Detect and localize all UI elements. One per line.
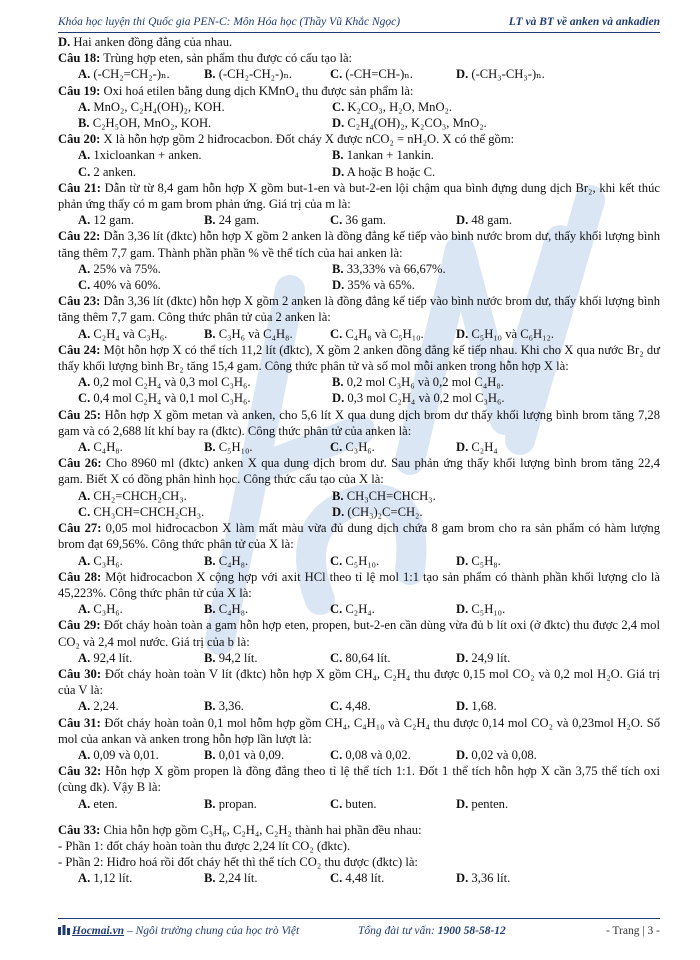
option-label: C. [330, 747, 343, 762]
question-number: Câu 32: [58, 764, 102, 779]
answer-option [78, 66, 204, 82]
option-text: C₄H₈ và C₅H₁₀. [342, 326, 424, 341]
option-text: penten. [468, 796, 509, 811]
answer-options [58, 698, 660, 714]
answer-option [204, 326, 330, 342]
option-text: 3,36 lít. [468, 871, 511, 886]
option-label: A. [78, 602, 91, 617]
answer-option [78, 439, 204, 455]
answer-option [78, 601, 204, 617]
question-number: Câu 30: [58, 666, 102, 681]
answer-option [78, 698, 204, 714]
question-number: Câu 28: [58, 569, 102, 584]
footer-site-link[interactable]: Hocmai.vn [72, 925, 125, 937]
option-label: D. [456, 747, 469, 762]
option-label: C. [330, 699, 343, 714]
option-label: B. [204, 871, 216, 886]
option-text: 0,2 mol C₃H₆ và 0,2 mol C₄H₈. [343, 375, 504, 390]
question-stem [58, 822, 660, 838]
answer-option [456, 870, 582, 886]
option-label: C. [78, 391, 91, 406]
answer-option [78, 870, 204, 886]
answer-option [456, 650, 582, 666]
option-label: C. [332, 99, 345, 114]
page-footer [58, 918, 660, 945]
option-text: 33,33% và 66,67%. [343, 261, 446, 276]
option-text: CH₂=CHCH₂CH₃. [90, 488, 187, 503]
question-text: Một hỗn hợp X có thể tích 11,2 lít (đktc), X gồm 2 anken đồng đẳng kế tiếp nhau. Khi cho X qua nước Br₂ dư thấy khối lượng bình Br₂ tăng 15,4 gam. Công thức phân tử và số mol mỗi anken trong hỗn hợp X là: [58, 342, 660, 374]
option-label: A. [78, 213, 91, 228]
answer-option [330, 747, 456, 763]
answer-options [58, 66, 660, 82]
option-text: C₂H₄(OH)₂, K₂CO₃, MnO₂. [344, 116, 487, 131]
answer-option [330, 439, 456, 455]
option-text: CH₃CH=CHCH₃. [343, 488, 436, 503]
answer-option [330, 326, 456, 342]
option-label: C. [330, 650, 343, 665]
answer-option [204, 747, 330, 763]
answer-option [456, 326, 582, 342]
answer-option [332, 261, 586, 277]
question-stem [58, 50, 660, 66]
answer-option [456, 553, 582, 569]
option-label: A. [78, 67, 91, 82]
option-label: D. [456, 326, 469, 341]
option-label: D. [456, 796, 469, 811]
answer-option [78, 277, 332, 293]
answer-option [204, 601, 330, 617]
question-text: Cho 8960 ml (đktc) anken X qua dung dịch brom dư. Sau phản ứng thấy khối lượng bình brom tăng 22,4 gam. Biết X có đồng phân hình học. Công thức cấu tạo của X là: [58, 456, 660, 487]
course-title: Khóa học luyện thi Quốc gia PEN-C: Môn Hóa học (Thầy Vũ Khắc Ngọc) [58, 16, 401, 28]
option-label: B. [332, 375, 344, 390]
hotline-number: 1900 58-58-12 [437, 925, 506, 937]
answer-option [204, 870, 330, 886]
question-number: Câu 25: [58, 407, 101, 422]
question-subline: - Phần 1: đốt cháy hoàn toàn thu được 2,24 lít CO₂ (đktc). [58, 838, 351, 853]
option-text: 80,64 lít. [342, 650, 391, 665]
option-label: A. [78, 326, 91, 341]
option-text: 48 gam. [468, 213, 512, 228]
question-stem [58, 666, 660, 698]
answer-option [204, 650, 330, 666]
answer-options [58, 147, 660, 179]
question-stem [58, 455, 660, 487]
question-number: Câu 26: [58, 456, 102, 471]
option-text: 24 gam. [215, 213, 260, 228]
option-text: C₅H₁₀. [342, 553, 380, 568]
option-label: A. [78, 99, 91, 114]
option-text: 24,9 lít. [468, 650, 511, 665]
answer-option [456, 698, 582, 714]
option-label: A. [78, 261, 91, 276]
question-number: Câu 31: [58, 715, 101, 730]
footer-slogan: – Ngôi trường chung của học trò Việt [124, 925, 300, 937]
option-text: C₅H₁₀. [215, 440, 253, 455]
option-label: A. [78, 699, 91, 714]
answer-option [78, 747, 204, 763]
option-text: 4,48 lít. [342, 871, 385, 886]
option-text: C₅H₁₀ và C₆H₁₂. [468, 326, 555, 341]
option-label: C. [330, 602, 343, 617]
option-text: 94,2 lít. [215, 650, 258, 665]
option-text: 92,4 lít. [90, 650, 133, 665]
option-text: C₂H₄ và C₃H₆. [90, 326, 168, 341]
option-text: 35% và 65%. [344, 278, 415, 293]
answer-option [456, 66, 582, 82]
answer-option [456, 439, 582, 455]
answer-options [58, 747, 660, 763]
option-text: C₄H₈. [215, 602, 249, 617]
option-label: D. [456, 871, 469, 886]
option-label: A. [78, 375, 91, 390]
option-label: D. [332, 278, 345, 293]
option-text: 0,09 và 0,01. [90, 747, 159, 762]
answer-option [456, 601, 582, 617]
question-text: X là hỗn hợp gồm 2 hiđrocacbon. Đốt cháy X được nCO₂ = nH₂O. X có thể gồm: [100, 132, 515, 147]
option-label: D. [332, 391, 345, 406]
option-label: C. [330, 440, 343, 455]
option-text: C₃H₆. [90, 553, 123, 568]
question-stem [58, 520, 660, 552]
option-text: 1ankan + 1ankin. [343, 148, 434, 163]
option-text: C₂H₄. [342, 602, 375, 617]
option-text: (-CH₃-CH₃-)ₙ. [468, 67, 545, 82]
answer-option [330, 212, 456, 228]
question-stem [58, 715, 660, 747]
option-label: B. [204, 747, 216, 762]
question-stem [58, 407, 660, 439]
option-text: 1,68. [468, 699, 497, 714]
option-label: B. [204, 796, 216, 811]
answer-option [330, 553, 456, 569]
option-label: B. [204, 699, 216, 714]
option-label: A. [78, 871, 91, 886]
option-label: C. [330, 213, 343, 228]
answer-option [330, 796, 456, 812]
answer-options [58, 796, 660, 812]
hocmai-logo-icon [58, 925, 70, 935]
question-number: Câu 27: [58, 521, 102, 536]
option-text: C₄H₈. [90, 440, 123, 455]
answer-option [78, 164, 332, 180]
answer-option [330, 870, 456, 886]
option-text: (-CH₂=CH₂-)ₙ. [90, 67, 170, 82]
answer-option [78, 326, 204, 342]
answer-option [456, 212, 582, 228]
option-text: 0,2 mol C₂H₄ và 0,3 mol C₃H₆. [90, 375, 251, 390]
answer-option [332, 374, 586, 390]
question-stem [58, 228, 660, 260]
option-text: 2,24. [90, 699, 119, 714]
option-label: C. [330, 871, 343, 886]
option-label: B. [332, 148, 344, 163]
answer-option [332, 164, 586, 180]
option-text: A hoặc B hoặc C. [344, 164, 436, 179]
option-text: Hai anken đồng đẳng của nhau. [70, 35, 233, 49]
answer-options [58, 601, 660, 617]
option-label: B. [204, 650, 216, 665]
option-text: 3,36. [215, 699, 244, 714]
option-label: C. [330, 553, 343, 568]
answer-option [204, 66, 330, 82]
question-number: Câu 24: [58, 342, 101, 357]
option-label: C. [330, 326, 343, 341]
question-number: Câu 29: [58, 618, 101, 633]
answer-option [330, 698, 456, 714]
option-label: A. [78, 553, 91, 568]
question-number: Câu 18: [58, 51, 101, 66]
option-label: B. [78, 116, 90, 131]
option-text: 0,08 và 0,02. [342, 747, 411, 762]
page-number: - Trang | 3 - [605, 925, 660, 937]
question-number: Câu 20: [58, 132, 101, 147]
answer-options [58, 650, 660, 666]
question-stem [58, 293, 660, 325]
option-text: (-CH=CH-)ₙ. [342, 67, 413, 82]
option-label: C. [78, 164, 91, 179]
option-text: 36 gam. [342, 213, 386, 228]
answer-options [58, 870, 660, 886]
answer-option [204, 439, 330, 455]
option-text: MnO₂, C₂H₄(OH)₂, KOH. [90, 99, 225, 114]
option-text: C₄H₈. [215, 553, 249, 568]
option-text: C₃H₆. [90, 602, 123, 617]
question-stem [58, 131, 660, 147]
option-label: C. [78, 504, 91, 519]
option-text: 25% và 75%. [90, 261, 161, 276]
option-label: D. [456, 650, 469, 665]
option-text: 0,3 mol C₂H₄ và 0,2 mol C₃H₆. [344, 391, 505, 406]
option-text: 40% và 60%. [90, 278, 161, 293]
answer-option [78, 115, 332, 131]
answer-options [58, 439, 660, 455]
option-label: A. [78, 440, 91, 455]
answer-options [58, 326, 660, 342]
question-text: Hỗn hợp X gồm metan và anken, cho 5,6 lít X qua dung dịch brom dư thấy khối lượng bình brom tăng 7,28 gam và có 2,688 lít khí bay ra (đktc). Công thức phân tử của anken là: [58, 407, 660, 438]
option-label: D. [456, 440, 469, 455]
option-text: K₂CO₃, H₂O, MnO₂. [344, 99, 453, 114]
question-subline: - Phần 2: Hiđro hoá rồi đốt cháy hết thì thể tích CO₂ thu được (đktc) là: [58, 855, 418, 870]
answer-option [78, 390, 332, 406]
answer-option [330, 66, 456, 82]
option-label: D. [332, 504, 345, 519]
answer-option [78, 147, 332, 163]
option-text: CH₃CH=CHCH₂CH₃. [90, 504, 205, 519]
question-text: Đốt cháy hoàn toàn a gam hỗn hợp eten, propen, but-2-en cần dùng vừa đủ b lít oxi (ở đktc) thu được 2,4 mol CO₂ và 2,4 mol nước. Giá trị của b là: [58, 618, 660, 649]
option-label: B. [204, 602, 216, 617]
chapter-title: LT và BT về anken và ankadien [508, 16, 660, 28]
option-label: D. [58, 35, 71, 49]
question-stem [58, 342, 660, 374]
question-text: 0,05 mol hiđrocacbon X làm mất màu vừa đủ dung dịch chứa 8 gam brom cho ra sản phẩm có hàm lượng brom đạt 69,56%. Công thức phân tử của X là: [58, 521, 660, 552]
answer-option [332, 390, 586, 406]
question-text: Dẫn 3,36 lít (đktc) hỗn hợp X gồm 2 anken là đồng đẳng kế tiếp vào bình nước brom dư, thấy khối lượng bình tăng thêm 7,7 gam. Thành phần phần % về thể tích của hai anken là: [58, 229, 660, 260]
option-text: C₃H₆. [342, 440, 375, 455]
question-text: Đốt cháy hoàn toàn 0,1 mol hỗm hợp gồm CH₄, C₄H₁₀ và C₂H₄ thu được 0,14 mol CO₂ và 0,23mol H₂O. Số mol của ankan và anken trong hỗn hợp lần lượt là: [58, 715, 660, 746]
question-list [58, 34, 660, 887]
answer-option [78, 99, 332, 115]
option-text: buten. [342, 796, 377, 811]
option-text: C₃H₆ và C₄H₈. [215, 326, 293, 341]
option-label: B. [204, 213, 216, 228]
option-label: D. [456, 602, 469, 617]
answer-option [78, 650, 204, 666]
option-label: B. [204, 326, 216, 341]
option-text: 0,02 và 0,08. [468, 747, 537, 762]
question-stem [58, 83, 660, 99]
answer-option [332, 147, 586, 163]
option-text: C₂H₄ [468, 440, 498, 455]
option-label: B. [204, 553, 216, 568]
answer-option [332, 115, 586, 131]
option-text: 4,48. [342, 699, 371, 714]
option-text: C₂H₅OH, MnO₂, KOH. [89, 116, 212, 131]
answer-options [58, 212, 660, 228]
lead-option-line [58, 34, 660, 50]
question-text: Một hiđrocacbon X cộng hợp với axit HCl theo tỉ lệ mol 1:1 tạo sản phẩm có thành phần khối lượng clo là 45,223%. Công thức phân tử của X là: [58, 569, 660, 600]
answer-option [332, 504, 586, 520]
option-text: C₅H₁₀. [468, 602, 506, 617]
option-label: A. [78, 796, 91, 811]
answer-option [78, 488, 332, 504]
option-label: A. [78, 650, 91, 665]
option-label: A. [78, 747, 91, 762]
option-text: 1xicloankan + anken. [90, 148, 202, 163]
option-label: B. [204, 67, 216, 82]
answer-option [332, 99, 586, 115]
answer-option [330, 650, 456, 666]
answer-option [456, 747, 582, 763]
answer-option [332, 277, 586, 293]
answer-options [58, 488, 660, 520]
option-label: B. [332, 261, 344, 276]
answer-option [332, 488, 586, 504]
question-text: Oxi hoá etilen bằng dung dịch KMnO₄ thu được sản phẩm là: [100, 83, 414, 98]
option-label: A. [78, 148, 91, 163]
option-text: (-CH₂-CH₂-)ₙ. [215, 67, 293, 82]
option-label: D. [332, 116, 345, 131]
option-text: 2,24 lít. [215, 871, 258, 886]
option-label: C. [330, 67, 343, 82]
question-text: Chia hỗn hợp gồm C₃H₆, C₂H₄, C₂H₂ thành hai phần đều nhau: [100, 822, 422, 837]
question-text: Dẫn 3,36 lít (đktc) hỗn hợp X gồm 2 anken là đồng đẳng kế tiếp vào bình nước brom dư, thấy khối lượng bình tăng thêm 7,7 gam. Công thức phân tử của 2 anken là: [58, 294, 660, 325]
answer-option [78, 796, 204, 812]
option-label: D. [332, 164, 345, 179]
question-number: Câu 33: [58, 822, 101, 837]
option-text: 2 anken. [90, 164, 137, 179]
option-text: (CH₃)₂C=CH₂. [344, 504, 423, 519]
option-text: 1,12 lít. [90, 871, 133, 886]
option-label: B. [204, 440, 216, 455]
answer-option [78, 553, 204, 569]
option-label: C. [330, 796, 343, 811]
question-stem [58, 569, 660, 601]
question-text: Đốt cháy hoàn toàn V lít (đktc) hỗn hợp X gồm CH₄, C₂H₄ thu được 0,15 mol CO₂ và 0,2 mol H₂O. Giá trị của V là: [58, 666, 660, 698]
answer-option [78, 504, 332, 520]
option-text: C₅H₈. [468, 553, 501, 568]
option-text: 0,01 và 0,09. [215, 747, 285, 762]
option-label: A. [78, 488, 91, 503]
option-label: D. [456, 553, 469, 568]
option-text: 12 gam. [90, 213, 134, 228]
answer-option [78, 261, 332, 277]
option-label: D. [456, 213, 469, 228]
option-text: 0,4 mol C₂H₄ và 0,1 mol C₃H₆. [90, 391, 251, 406]
page-header [58, 10, 660, 33]
footer-hotline [358, 925, 506, 937]
answer-option [78, 374, 332, 390]
question-number: Câu 19: [58, 83, 101, 98]
question-stem [58, 617, 660, 649]
question-number: Câu 23: [58, 294, 101, 309]
hotline-label: Tổng đài tư vấn: [358, 925, 438, 937]
question-text: Dẫn từ từ 8,4 gam hỗn hợp X gồm but-1-en và but-2-en lội chậm qua bình đựng dung dịch Br₂, khi kết thúc phản ứng thấy có m gam brom phản ứng. Giá trị của m là: [58, 180, 660, 212]
option-text: eten. [90, 796, 118, 811]
question-text: Hỗn hợp X gồm propen là đồng đẳng theo tỉ lệ thể tích 1:1. Đốt 1 thể tích hỗn hợp X cần 3,75 thể tích oxi (cùng đk). Vậy B là: [58, 764, 660, 795]
answer-options [58, 99, 660, 131]
answer-option [204, 553, 330, 569]
option-label: D. [456, 67, 469, 82]
answer-options [58, 374, 660, 406]
answer-options [58, 261, 660, 293]
answer-option [204, 212, 330, 228]
question-number: Câu 22: [58, 229, 101, 244]
question-text: Trùng hợp eten, sản phẩm thu được có cấu tạo là: [100, 51, 353, 66]
option-label: D. [456, 699, 469, 714]
option-label: C. [78, 278, 91, 293]
answer-option [204, 796, 330, 812]
answer-option [78, 212, 204, 228]
question-stem [58, 180, 660, 212]
question-stem [58, 763, 660, 795]
footer-brand [58, 925, 299, 937]
answer-options [58, 553, 660, 569]
answer-option [456, 796, 582, 812]
answer-option [330, 601, 456, 617]
option-text: propan. [215, 796, 257, 811]
option-label: B. [332, 488, 344, 503]
question-number: Câu 21: [58, 180, 101, 195]
answer-option [204, 698, 330, 714]
